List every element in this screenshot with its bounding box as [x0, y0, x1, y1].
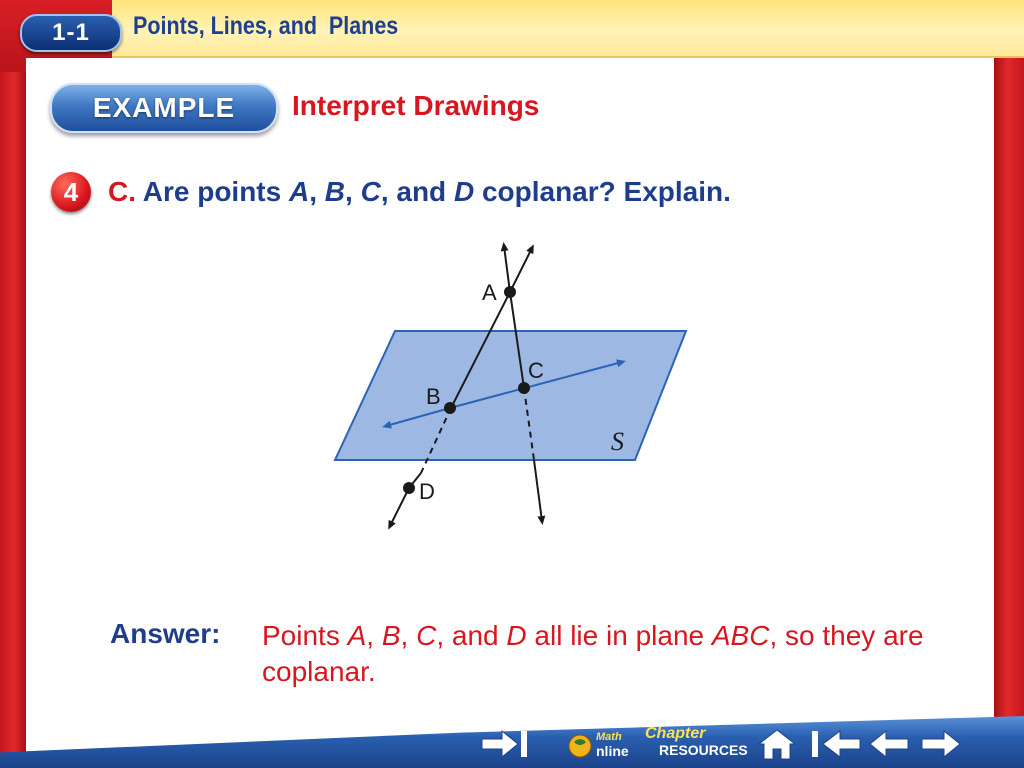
point-d — [403, 482, 415, 494]
example-badge-label: EXAMPLE — [92, 92, 236, 123]
first-slide-icon — [808, 726, 864, 762]
svg-text:nline: nline — [596, 743, 629, 759]
label-plane-s: S — [611, 427, 624, 456]
lesson-number: 1-1 — [52, 19, 90, 46]
previous-slide-button[interactable] — [866, 724, 912, 764]
answer-part: all lie in plane — [526, 620, 712, 651]
label-b: B — [426, 384, 441, 409]
left-frame-bar — [0, 0, 26, 768]
answer-part: , so they are coplanar. — [262, 620, 924, 687]
answer-text — [262, 618, 962, 690]
next-icon — [918, 726, 964, 762]
line-c-bottom — [534, 460, 542, 521]
question-point-b: B — [324, 176, 346, 207]
question-part: coplanar? Explain. — [474, 176, 731, 207]
math-online-button[interactable] — [566, 726, 632, 762]
line-ad-top — [510, 248, 532, 292]
answer-point-d: D — [506, 620, 527, 651]
answer-plane-abc: ABC — [711, 620, 770, 651]
chapter-resources-line2: RESOURCES — [659, 742, 748, 758]
question-part: Are points — [136, 176, 289, 207]
answer-point-b: B — [381, 620, 401, 651]
answer-point-a: A — [347, 620, 367, 651]
answer-part: , and — [436, 620, 507, 651]
svg-text:Math: Math — [596, 731, 622, 743]
question-part: , and — [380, 176, 454, 207]
last-slide-icon — [478, 726, 534, 762]
question-point-a: A — [288, 176, 310, 207]
home-icon — [754, 726, 800, 762]
chapter-resources-line1: Chapter — [645, 725, 706, 742]
question-part: , — [345, 176, 361, 207]
answer-point-c: C — [416, 620, 437, 651]
question-label: C. — [108, 176, 136, 207]
last-slide-button[interactable] — [478, 724, 534, 764]
previous-icon — [866, 726, 912, 762]
point-b — [444, 402, 456, 414]
lesson-number-badge — [20, 14, 122, 52]
question-point-d: D — [453, 176, 475, 207]
answer-label: Answer: — [110, 618, 221, 649]
lesson-title: Points, Lines, and Planes — [133, 12, 399, 40]
home-button[interactable] — [754, 724, 800, 764]
point-c — [518, 382, 530, 394]
line-c-top — [504, 246, 510, 292]
math-online-icon — [566, 726, 632, 762]
plane-diagram — [320, 236, 710, 536]
chapter-resources-button[interactable] — [645, 725, 748, 762]
next-slide-button[interactable] — [918, 724, 964, 764]
answer-part: , — [400, 620, 417, 651]
answer-part: Points — [262, 620, 348, 651]
label-d: D — [419, 479, 435, 504]
line-ad-bottom — [390, 488, 409, 526]
question-text — [108, 176, 731, 208]
question-point-c: C — [360, 176, 381, 207]
step-number-icon — [51, 172, 91, 212]
first-slide-button[interactable] — [808, 724, 864, 764]
right-frame-bar — [994, 0, 1024, 768]
label-a: A — [482, 280, 497, 305]
point-a — [504, 286, 516, 298]
example-title: Interpret Drawings — [292, 90, 540, 121]
question-part: , — [309, 176, 325, 207]
example-badge — [50, 83, 278, 133]
answer-part: , — [366, 620, 382, 651]
step-number: 4 — [63, 176, 79, 207]
label-c: C — [528, 358, 544, 383]
plane-s — [335, 331, 686, 460]
